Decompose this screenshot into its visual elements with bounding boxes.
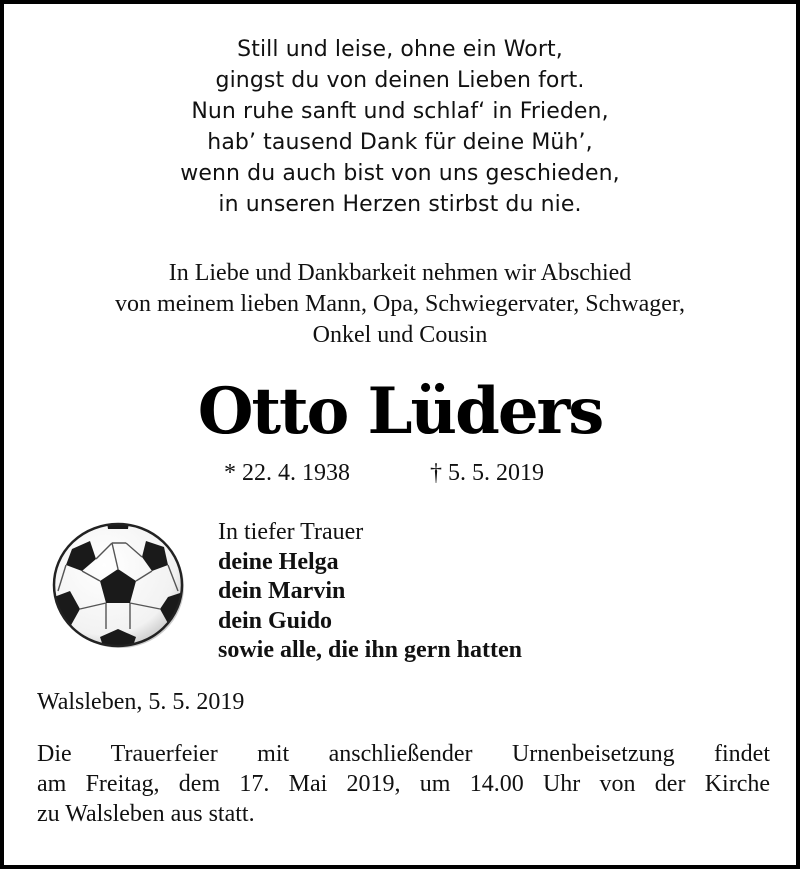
mourning-intro: In tiefer Trauer (218, 519, 364, 545)
mourner-name: dein Guido (218, 607, 333, 634)
mourner-name: dein Marvin (218, 578, 346, 604)
poem-line: wenn du auch bist von uns geschieden, (180, 161, 620, 186)
poem-line: Nun ruhe sanft und schlaf‘ in Frieden, (191, 99, 609, 124)
intro-line: In Liebe und Dankbarkeit nehmen wir Abschied (168, 260, 632, 286)
life-dates (4, 456, 796, 490)
poem-line: in unseren Herzen stirbst du nie. (218, 192, 582, 217)
mourner-name: sowie alle, die ihn gern hatten (218, 637, 522, 663)
funeral-service-info (37, 739, 770, 829)
football-icon (50, 519, 186, 651)
mourners (218, 518, 522, 666)
service-line: am Freitag, dem 17. Mai 2019, um 14.00 Uhr von der Kirche (37, 771, 770, 797)
service-line: zu Walsleben aus statt. (37, 801, 255, 827)
deceased-name: Otto Lüders (197, 374, 603, 449)
poem-line: hab’ tausend Dank für deine Müh’, (207, 130, 593, 155)
poem (4, 34, 796, 220)
mourner-name: deine Helga (218, 548, 339, 575)
poem-line: Still und leise, ohne ein Wort, (237, 37, 563, 62)
farewell-intro (4, 258, 796, 351)
intro-line: Onkel und Cousin (312, 322, 488, 348)
poem-line: gingst du von deinen Lieben fort. (215, 68, 585, 93)
intro-line: von meinem lieben Mann, Opa, Schwiegervater, Schwager, (115, 291, 685, 317)
place-and-date: Walsleben, 5. 5. 2019 (37, 689, 245, 715)
birth-date: * 22. 4. 1938 (224, 460, 350, 486)
death-date: † 5. 5. 2019 (430, 460, 544, 486)
service-line: Die Trauerfeier mit anschließender Urnenbeisetzung findet (37, 741, 770, 767)
